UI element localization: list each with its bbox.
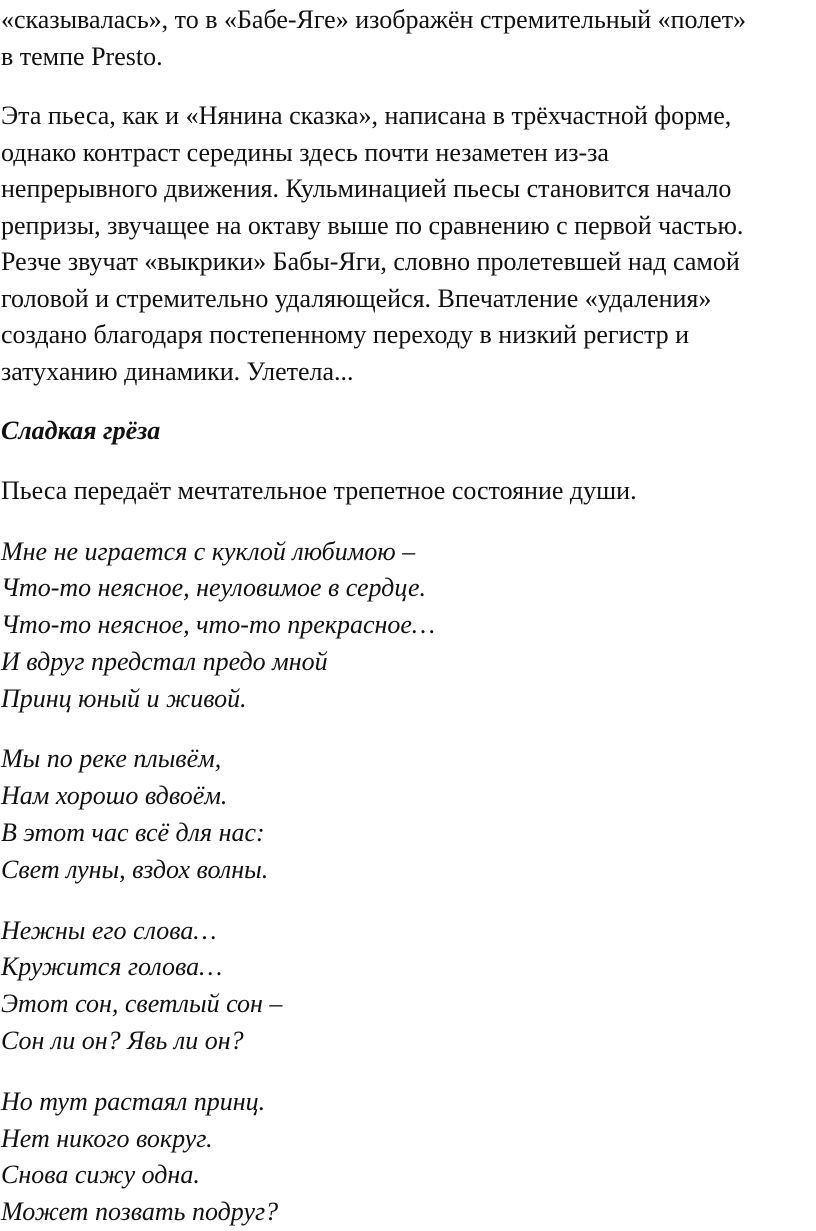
paragraph-form-description xyxy=(1,98,816,390)
poem-stanza-2 xyxy=(1,741,816,888)
poem-line: Снова сижу одна. xyxy=(1,1160,200,1190)
poem-stanza-4 xyxy=(1,1084,816,1231)
poem-line: Кружится голова… xyxy=(1,952,223,982)
paragraph-sweet-dream-intro xyxy=(1,473,816,510)
text-line: Пьеса передаёт мечтательное трепетное состояние души. xyxy=(1,476,637,505)
text-line: затуханию динамики. Улетела... xyxy=(1,356,354,386)
text-line: создано благодаря постепенному переходу в низкий регистр и xyxy=(1,320,690,349)
text-line: Резче звучат «выкрики» Бабы-Яги, словно пролетевшей над самой xyxy=(1,247,740,276)
text-line: однако контраст середины здесь почти незаметен из-за xyxy=(1,137,609,167)
text-line: репризы, звучащее на октаву выше по сравнению с первой частью. xyxy=(1,210,744,240)
poem-line: Нет никого вокруг. xyxy=(1,1123,213,1153)
poem-stanza-1 xyxy=(1,534,816,718)
poem-line: В этот час всё для нас: xyxy=(1,818,265,848)
text-line: «сказывалась», то в «Бабе-Яге» изображён стремительный «полет» xyxy=(1,5,747,34)
poem-line: Нежны его слова… xyxy=(1,915,217,945)
poem-line: Что-то неясное, неуловимое в сердце. xyxy=(1,573,427,603)
text-line: непрерывного движения. Кульминацией пьесы становится начало xyxy=(1,174,732,203)
poem-line: Мне не играется с куклой любимою – xyxy=(1,536,416,566)
section-heading: Сладкая грёза xyxy=(1,416,161,445)
text-line: в темпе Presto. xyxy=(1,41,163,71)
text-line: головой и стремительно удаляющейся. Впечатление «удаления» xyxy=(1,283,712,313)
poem-line: Свет луны, вздох волны. xyxy=(1,854,269,884)
poem-line: Что-то неясное, что-то прекрасное… xyxy=(1,610,436,640)
poem-line: Но тут растаял принц. xyxy=(1,1086,266,1116)
poem-line: Сон ли он? Явь ли он? xyxy=(1,1026,244,1056)
paragraph-baba-yaga-end xyxy=(1,2,816,75)
poem-line: Принц юный и живой. xyxy=(1,683,247,713)
poem-line: Этот сон, светлый сон – xyxy=(1,989,283,1019)
poem-line: Может позвать подруг? xyxy=(1,1197,279,1227)
poem-line: Нам хорошо вдвоём. xyxy=(1,781,228,811)
text-line: Эта пьеса, как и «Нянина сказка», написана в трёхчастной форме, xyxy=(1,101,732,130)
poem-line: Мы по реке плывём, xyxy=(1,744,222,774)
poem-line: И вдруг предстал предо мной xyxy=(1,646,328,676)
poem-stanza-3 xyxy=(1,913,816,1060)
